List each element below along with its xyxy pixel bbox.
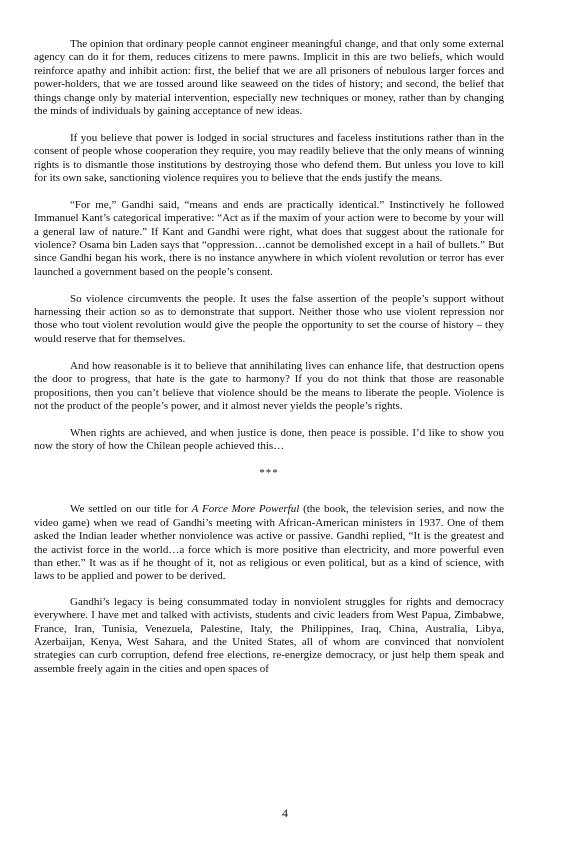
page-number: 4 (282, 806, 288, 820)
paragraph-7 (34, 503, 504, 583)
book-title: A Force More Powerful (191, 503, 300, 516)
paragraph-1: The opinion that ordinary people cannot engineer meaningful change, and that only some external agency can do it for them, reduces citizens to mere pawns. Implicit in this are two beliefs, which would reinforce apathy and inhibit action: first, the belief that we are all prisoners of nebulous larger forces and power-holders, that we are tossed around like seaweed on the tides of history; and second, the belief that things change only by material intervention, especially new techniques or money, rather than by changing the minds of individuals by gaining acceptance of new ideas. (34, 38, 504, 118)
paragraph-4: So violence circumvents the people. It uses the false assertion of the people’s support without harnessing their action so as to demonstrate that support. Neither those who use violent repression nor those who tout violent revolution would give the people the opportunity to set the course of history – they would reserve that for themselves. (34, 292, 504, 345)
paragraph-6: When rights are achieved, and when justice is done, then peace is possible. I’d like to show you now the story of how the Chilean people achieved this… (34, 426, 504, 453)
paragraph-7-rest: (the book, the television series, and now the video game) when we read of Gandhi’s meeting with African-American ministers in 1937. One of them asked the Indian leader whether nonviolence was active or passive. Gandhi replied, “It is the greatest and the activist force in the world…a force which is more positive than electricity, and more powerful even than ether.” It was as if he thought of it, not as religious or even political, but as a kind of science, with laws to be applied and power to be derived. (34, 503, 504, 583)
paragraph-2: If you believe that power is lodged in social structures and faceless institutions rather than in the consent of people whose cooperation they require, you may readily believe that the only means of winning rights is to dismantle those institutions by destroying those who defend them. But unless you love to kill for its own sake, sanctioning violence requires you to believe that the ends justify the means. (34, 131, 504, 185)
document-body (34, 38, 504, 690)
section-separator: *** (259, 466, 279, 479)
paragraph-3: “For me,” Gandhi said, “means and ends are practically identical.” Instinctively he followed Immanuel Kant’s categorical imperative: “Act as if the maxim of your action were to become by your will a general law of nature.” If Kant and Gandhi were right, what does that suggest about the rationale for violence? Osama bin Laden says that “oppression…cannot be demolished except in a hail of bullets.” But since Gandhi began his work, there is no instance anywhere in which violent revolution or terror has ever launched a government based on the people’s consent. (34, 198, 504, 278)
paragraph-7-lead: We settled on our title for (70, 503, 192, 516)
paragraph-8: Gandhi’s legacy is being consummated today in nonviolent struggles for rights and democracy everywhere. I have met and talked with activists, students and civic leaders from West Papua, Zimbabwe, France, Iran, Tunisia, Venezuela, Palestine, Italy, the Philippines, Iraq, China, Australia, Libya, Azerbaijan, Kenya, West Sahara, and the United States, all of whom are convinced that nonviolent strategies can curb corruption, defend free elections, re-energize democracy, or just help them speak and assemble freely again in the cities and open spaces of (34, 595, 504, 675)
paragraph-5: And how reasonable is it to believe that annihilating lives can enhance life, that destruction opens the door to progress, that hate is the gate to harmony? If you do not think that those are reasonable propositions, then you can’t believe that violence should be the means to liberate the people. Violence is not the product of the people’s power, and it almost never yields the people’s rights. (34, 359, 504, 412)
